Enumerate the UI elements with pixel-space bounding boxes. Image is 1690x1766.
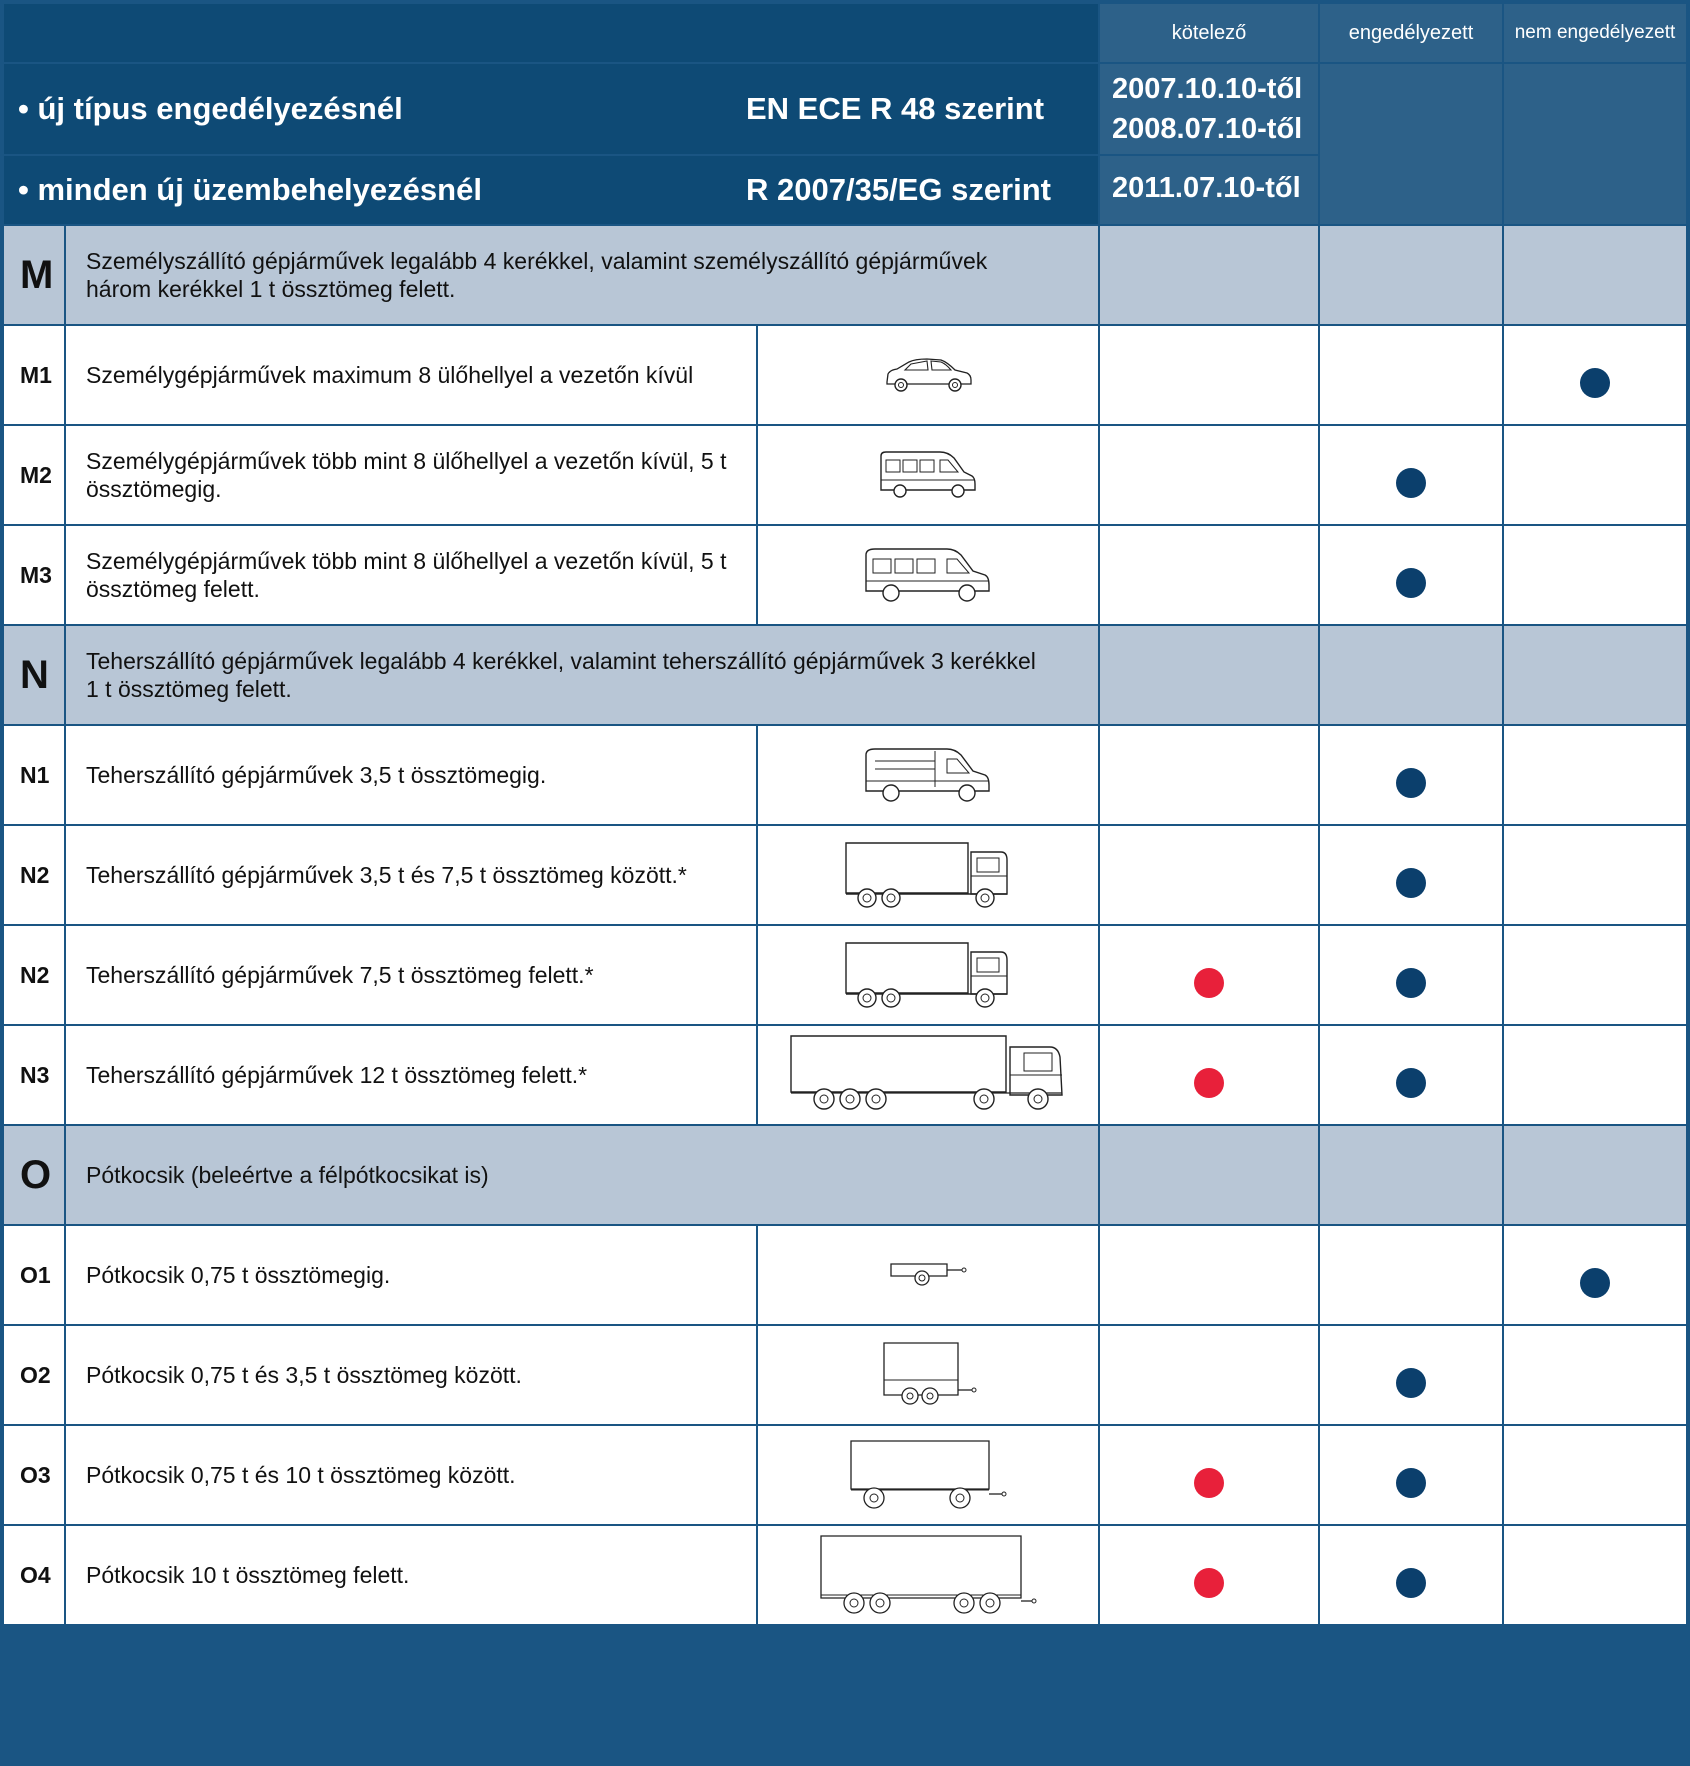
large-minibus-icon	[863, 547, 993, 603]
status-cell-permitted	[1320, 826, 1502, 924]
permitted-dot-icon	[1396, 868, 1426, 898]
box-truck-icon	[843, 940, 1013, 1010]
vehicle-icon-cell	[758, 1026, 1098, 1124]
permitted-dot-icon	[1396, 468, 1426, 498]
status-cell-mandatory	[1100, 926, 1318, 1024]
vehicle-category-code: M1	[4, 326, 64, 424]
status-cell-not-permitted	[1504, 826, 1686, 924]
header-dates-type-approval	[1100, 64, 1318, 154]
status-cell-permitted	[1320, 226, 1502, 324]
mandatory-dot-icon	[1194, 1468, 1224, 1498]
heavy-trailer-icon	[818, 1533, 1038, 1617]
permitted-dot-icon	[1396, 1368, 1426, 1398]
status-cell-permitted	[1320, 1526, 1502, 1624]
not-permitted-dot-icon	[1580, 1268, 1610, 1298]
status-cell-permitted	[1320, 1126, 1502, 1224]
vehicle-category-description: Pótkocsik 0,75 t és 10 t össztömeg között.	[66, 1426, 756, 1524]
column-header-permitted: engedélyezett	[1320, 4, 1502, 62]
date-2: 2008.07.10-től	[1112, 113, 1303, 145]
header-row-type-approval-regulation: EN ECE R 48 szerint	[746, 91, 1045, 126]
vehicle-category-code: O1	[4, 1226, 64, 1324]
status-cell-mandatory	[1100, 1226, 1318, 1324]
status-cell-not-permitted	[1504, 1426, 1686, 1524]
status-cell-not-permitted	[1504, 1026, 1686, 1124]
vehicle-category-code: N	[4, 626, 64, 724]
status-cell-not-permitted	[1504, 1226, 1686, 1324]
vehicle-category-code: O4	[4, 1526, 64, 1624]
semi-truck-icon	[788, 1033, 1068, 1117]
status-cell-mandatory	[1100, 1326, 1318, 1424]
status-cell-permitted	[1320, 926, 1502, 1024]
vehicle-group-description: Teherszállító gépjárművek legalább 4 kerékkel, valamint teherszállító gépjárművek 3 kerékkel 1 t össztömeg felett.	[66, 626, 1098, 724]
status-cell-not-permitted	[1504, 1326, 1686, 1424]
mandatory-dot-icon	[1194, 1068, 1224, 1098]
status-cell-mandatory	[1100, 726, 1318, 824]
status-cell-mandatory	[1100, 1426, 1318, 1524]
status-cell-not-permitted	[1504, 1126, 1686, 1224]
box-trailer-icon	[878, 1340, 978, 1410]
status-cell-permitted	[1320, 626, 1502, 724]
status-cell-mandatory	[1100, 1526, 1318, 1624]
vehicle-icon-cell	[758, 1326, 1098, 1424]
vehicle-group-description: Pótkocsik (beleértve a félpótkocsikat is)	[66, 1126, 1098, 1224]
vehicle-icon-cell	[758, 426, 1098, 524]
vehicle-category-description: Pótkocsik 0,75 t és 3,5 t össztömeg között.	[66, 1326, 756, 1424]
vehicle-category-description: Személygépjárművek maximum 8 ülőhellyel a vezetőn kívül	[66, 326, 756, 424]
vehicle-icon-cell	[758, 326, 1098, 424]
vehicle-category-code: N1	[4, 726, 64, 824]
vehicle-icon-cell	[758, 1526, 1098, 1624]
status-cell-permitted	[1320, 1226, 1502, 1324]
date-1: 2007.10.10-től	[1112, 73, 1303, 105]
status-cell-not-permitted	[1504, 926, 1686, 1024]
permitted-dot-icon	[1396, 1068, 1426, 1098]
vehicle-icon-cell	[758, 726, 1098, 824]
vehicle-category-description: Teherszállító gépjárművek 3,5 t és 7,5 t össztömeg között.*	[66, 826, 756, 924]
vehicle-category-description: Személygépjárművek több mint 8 ülőhellyel a vezetőn kívül, 5 t össztömegig.	[66, 426, 756, 524]
status-cell-not-permitted	[1504, 1526, 1686, 1624]
header-row-type-approval-label: • új típus engedélyezésnél	[18, 91, 403, 126]
permitted-dot-icon	[1396, 568, 1426, 598]
vehicle-category-description: Pótkocsik 10 t össztömeg felett.	[66, 1526, 756, 1624]
status-cell-mandatory	[1100, 1026, 1318, 1124]
status-cell-not-permitted	[1504, 626, 1686, 724]
mandatory-dot-icon	[1194, 1568, 1224, 1598]
status-cell-not-permitted	[1504, 326, 1686, 424]
status-cell-permitted	[1320, 1326, 1502, 1424]
status-cell-permitted	[1320, 326, 1502, 424]
delivery-van-icon	[863, 747, 993, 803]
vehicle-category-code: M	[4, 226, 64, 324]
status-cell-not-permitted	[1504, 226, 1686, 324]
vehicle-icon-cell	[758, 926, 1098, 1024]
permitted-dot-icon	[1396, 1468, 1426, 1498]
vehicle-category-code: N2	[4, 926, 64, 1024]
vehicle-category-description: Pótkocsik 0,75 t össztömegig.	[66, 1226, 756, 1324]
not-permitted-dot-icon	[1580, 368, 1610, 398]
column-header-not-permitted: nem engedélyezett	[1504, 4, 1686, 62]
header-blank-not-permitted	[1504, 64, 1686, 224]
vehicle-category-description: Teherszállító gépjárművek 7,5 t össztömeg felett.*	[66, 926, 756, 1024]
vehicle-icon-cell	[758, 526, 1098, 624]
permitted-dot-icon	[1396, 968, 1426, 998]
status-cell-mandatory	[1100, 626, 1318, 724]
status-cell-mandatory	[1100, 426, 1318, 524]
status-cell-not-permitted	[1504, 426, 1686, 524]
vehicle-category-code: M3	[4, 526, 64, 624]
vehicle-category-description: Teherszállító gépjárművek 3,5 t össztömegig.	[66, 726, 756, 824]
permitted-dot-icon	[1396, 768, 1426, 798]
vehicle-icon-cell	[758, 1426, 1098, 1524]
status-cell-mandatory	[1100, 826, 1318, 924]
status-cell-permitted	[1320, 1426, 1502, 1524]
header-blank	[4, 4, 1098, 62]
status-cell-permitted	[1320, 426, 1502, 524]
vehicle-category-code: M2	[4, 426, 64, 524]
header-blank-permitted	[1320, 64, 1502, 224]
status-cell-mandatory	[1100, 326, 1318, 424]
header-row-registration-label: • minden új üzembehelyezésnél	[18, 172, 482, 207]
header-dates-registration	[1100, 156, 1318, 224]
status-cell-permitted	[1320, 526, 1502, 624]
status-cell-not-permitted	[1504, 526, 1686, 624]
date-3: 2011.07.10-től	[1112, 172, 1301, 204]
vehicle-category-code: O3	[4, 1426, 64, 1524]
status-cell-mandatory	[1100, 1126, 1318, 1224]
vehicle-category-code: N3	[4, 1026, 64, 1124]
status-cell-permitted	[1320, 1026, 1502, 1124]
vehicle-group-description: Személyszállító gépjárművek legalább 4 kerékkel, valamint személyszállító gépjárművek három kerékkel 1 t össztömeg felett.	[66, 226, 1098, 324]
vehicle-category-description: Teherszállító gépjárművek 12 t össztömeg felett.*	[66, 1026, 756, 1124]
small-trailer-icon	[888, 1260, 968, 1290]
vehicle-category-description: Személygépjárművek több mint 8 ülőhellyel a vezetőn kívül, 5 t össztömeg felett.	[66, 526, 756, 624]
column-header-mandatory: kötelező	[1100, 4, 1318, 62]
mandatory-dot-icon	[1194, 968, 1224, 998]
vehicle-icon-cell	[758, 826, 1098, 924]
permitted-dot-icon	[1396, 1568, 1426, 1598]
status-cell-mandatory	[1100, 226, 1318, 324]
minibus-icon	[878, 450, 978, 500]
box-truck-icon	[843, 840, 1013, 910]
vehicle-category-code: O	[4, 1126, 64, 1224]
car-icon	[883, 358, 973, 392]
status-cell-mandatory	[1100, 526, 1318, 624]
vehicle-icon-cell	[758, 1226, 1098, 1324]
status-cell-permitted	[1320, 726, 1502, 824]
vehicle-category-code: N2	[4, 826, 64, 924]
status-cell-not-permitted	[1504, 726, 1686, 824]
vehicle-category-code: O2	[4, 1326, 64, 1424]
drawbar-trailer-icon	[848, 1438, 1008, 1512]
header-row-registration-regulation: R 2007/35/EG szerint	[746, 172, 1051, 207]
